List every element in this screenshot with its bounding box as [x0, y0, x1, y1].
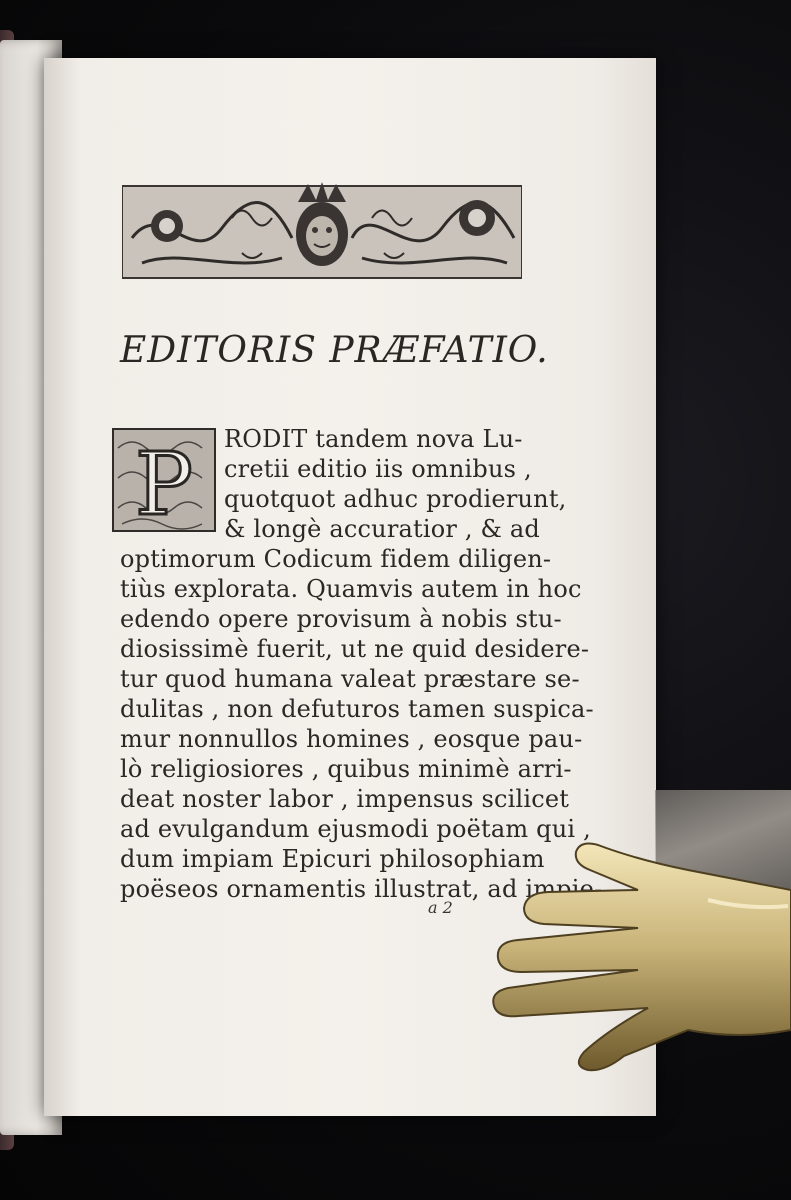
text-line-15: dum impiam Epicuri philosophiam	[120, 845, 545, 873]
text-line-3: quotquot adhuc prodierunt,	[224, 485, 567, 513]
svg-text:P: P	[135, 435, 193, 532]
text-line-13: deat noster labor , impensus scilicet	[120, 785, 570, 813]
text-line-14: ad evulgandum ejusmodi poëtam qui ,	[120, 815, 591, 843]
text-line-12: lò religiosiores , quibus minimè arri-	[120, 755, 572, 783]
text-line-1: RODIT tandem nova Lu-	[224, 425, 523, 453]
text-line-4: & longè accuratior , & ad	[224, 515, 540, 543]
text-line-10: dulitas , non defuturos tamen suspica-	[120, 695, 594, 723]
text-line-16: poëseos ornamentis illustrat, ad impie-	[120, 875, 603, 903]
text-line-2: cretii editio iis omnibus ,	[224, 455, 532, 483]
text-line-7: edendo opere provisum à nobis stu-	[120, 605, 562, 633]
signature-mark: a 2	[428, 898, 453, 917]
text-line-8: diosissimè fuerit, ut ne quid desidere-	[120, 635, 590, 663]
text-line-9: tur quod humana valeat præstare se-	[120, 665, 580, 693]
decorated-initial-icon	[112, 428, 216, 532]
text-line-6: tiùs explorata. Quamvis autem in hoc	[120, 575, 582, 603]
ornament-icon	[122, 178, 522, 284]
text-line-5: optimorum Codicum fidem diligen-	[120, 545, 552, 573]
brass-hand-icon	[488, 830, 791, 1085]
page-title: EDITORIS PRÆFATIO.	[120, 330, 549, 371]
text-line-11: mur nonnullos homines , eosque pau-	[120, 725, 583, 753]
